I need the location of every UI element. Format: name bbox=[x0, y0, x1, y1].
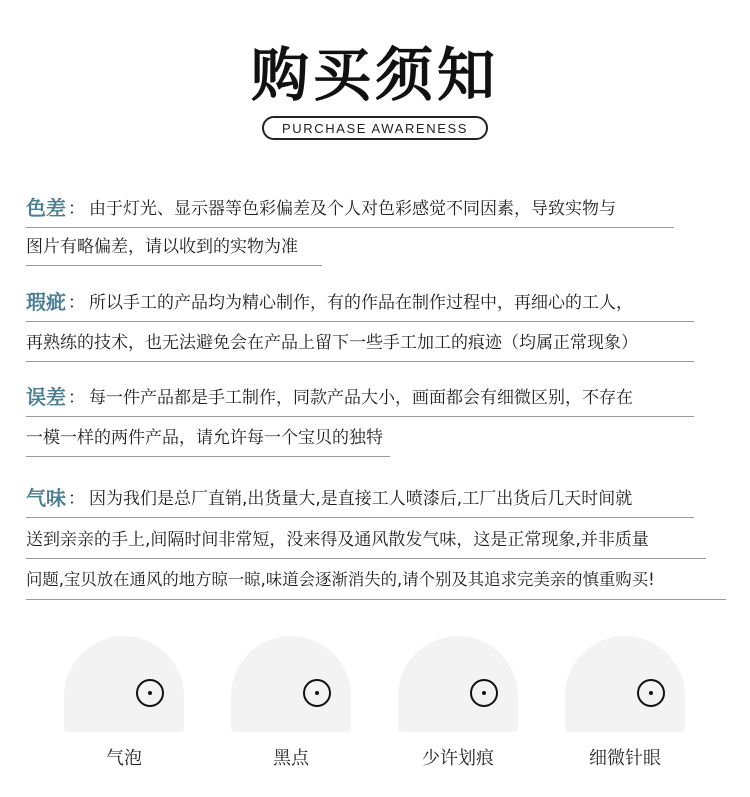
defect-pinhole-image bbox=[565, 636, 685, 732]
black-spot-icon bbox=[303, 679, 331, 707]
section-colon: ： bbox=[68, 387, 85, 408]
section-label: 误差 bbox=[26, 384, 66, 409]
section-colon: ： bbox=[68, 488, 85, 509]
section-text: 再熟练的技术，也无法避免会在产品上留下一些手工加工的痕迹（均属正常现象） bbox=[26, 332, 638, 353]
defect-caption: 黑点 bbox=[273, 748, 309, 769]
section-text: 问题,宝贝放在通风的地方晾一晾,味道会逐渐消失的,请个别及其追求完美亲的慎重购买! bbox=[26, 570, 655, 589]
page-title: 购买须知 bbox=[250, 41, 499, 109]
defect-scratch-image bbox=[398, 636, 518, 732]
section-text: 因为我们是总厂直销,出货量大,是直接工人喷漆后,工厂出货后几天时间就 bbox=[89, 488, 633, 509]
section-flaw-line-2 bbox=[26, 318, 694, 362]
section-text: 送到亲亲的手上,间隔时间非常短，没来得及通风散发气味，这是正常现象,并非质量 bbox=[26, 529, 649, 550]
section-label: 瑕疵 bbox=[26, 289, 66, 314]
section-smell-line-1 bbox=[26, 474, 694, 518]
defect-black-spot-image bbox=[231, 636, 351, 732]
section-colon: ： bbox=[68, 292, 85, 313]
scratch-icon bbox=[470, 679, 498, 707]
section-text: 每一件产品都是手工制作，同款产品大小，画面都会有细微区别，不存在 bbox=[89, 387, 633, 408]
defect-caption: 细微针眼 bbox=[589, 748, 661, 769]
section-colon: ： bbox=[68, 198, 85, 219]
section-text: 一模一样的两件产品，请允许每一个宝贝的独特 bbox=[26, 427, 383, 448]
section-label: 气味 bbox=[26, 485, 66, 510]
defect-caption: 气泡 bbox=[106, 748, 142, 769]
section-label: 色差 bbox=[26, 195, 66, 220]
section-error-line-2 bbox=[26, 413, 390, 457]
section-color-line-2 bbox=[26, 222, 322, 266]
section-text: 所以手工的产品均为精心制作，有的作品在制作过程中，再细心的工人， bbox=[89, 292, 633, 313]
section-text: 图片有略偏差，请以收到的实物为准 bbox=[26, 236, 298, 257]
section-text: 由于灯光、显示器等色彩偏差及个人对色彩感觉不同因素，导致实物与 bbox=[89, 198, 616, 219]
bubble-icon bbox=[136, 679, 164, 707]
section-smell-line-2 bbox=[26, 515, 706, 559]
pinhole-icon bbox=[637, 679, 665, 707]
section-error-line-1 bbox=[26, 373, 694, 417]
section-smell-line-3 bbox=[26, 556, 726, 600]
defect-bubble-image bbox=[64, 636, 184, 732]
defect-caption: 少许划痕 bbox=[422, 748, 494, 769]
page-subtitle: PURCHASE AWARENESS bbox=[262, 116, 488, 140]
section-flaw-line-1 bbox=[26, 278, 694, 322]
